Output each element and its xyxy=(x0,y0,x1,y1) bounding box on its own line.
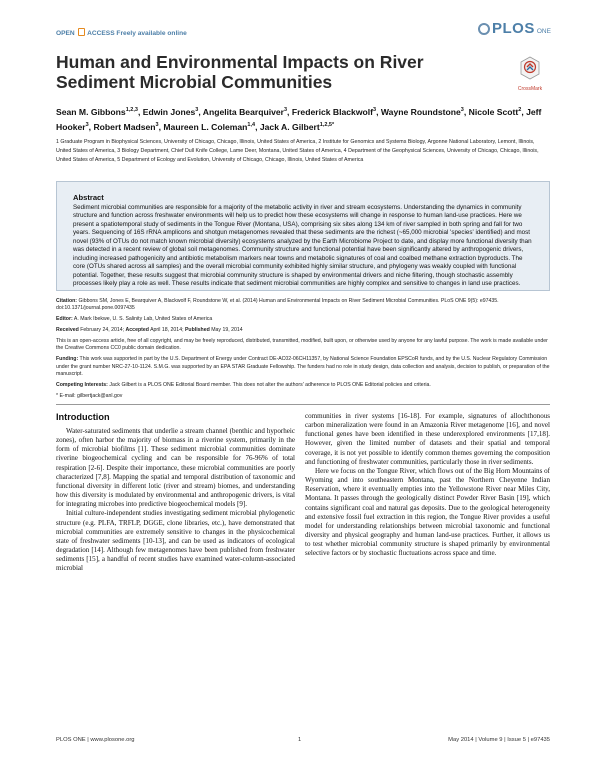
author-name: Angelita Bearquiver xyxy=(202,106,284,117)
editor-text: A. Mark Ibekwe, U. S. Salinity Lab, United States of America xyxy=(73,316,213,323)
open-access-text: ACCESS Freely available online xyxy=(87,30,187,37)
footer-issue: May 2014 | Volume 9 | Issue 5 | e97435 xyxy=(448,737,550,743)
footer-journal: PLOS ONE | www.plosone.org xyxy=(56,737,135,743)
email-row xyxy=(56,393,550,400)
author-affiliation-marker: 1,2,3 xyxy=(125,107,138,113)
author-affiliation-marker: 3 xyxy=(195,107,199,113)
journal-logo xyxy=(478,20,551,38)
journal-suffix: ONE xyxy=(536,28,551,35)
paragraph: Here we focus on the Tongue River, which flows out of the Big Horn Mountains of Wyoming and into southeastern Montana, past the Northern Cheyenne Indian Reservation, where it eventually empties into the Yellowstone River near Miles City, Montana. It passes through the geologically distinct Powder River Basin [19], which contains significant coal and natural gas deposits. Due to the geological heterogeneity and extensive fossil fuel extraction in this region, the Tongue River provides a useful model for understanding relationships between microbial taxonomic and functional diversity and physical geography and human land-use practices. Further, it allows us to test whether microbial community structure is shaped primarily by environmental selective factors or by stochastic fluctuations across space and time. xyxy=(305,466,550,558)
journal-name: PLOS xyxy=(492,20,535,37)
affiliations: 1 Graduate Program in Biophysical Sciences, University of Chicago, Chicago, Illinois, United States of America, 2 Institute for Genomics and Systems Biology, Argonne National Laboratory, Lemont, Illinois, United States of America, 3 Biology Department, Chief Dull Knife College, Lame Deer, Montana, United States of America, 4 Department of the Geophysical Sciences, University of Chicago, Chicago, Illinois, United States of America, 5 Department of Ecology and Evolution, University of Chicago, Chicago, Illinois, United States of America xyxy=(56,139,539,163)
funding-text: This work was supported in part by the U.S. Department of Energy under Contract DE-AC02-06CH11357, by National Science Foundation EPSCoR funds, and by the U.S. Nuclear Regulatory Commission under the grant number NRC-27-10-1124. S.M.G. was supported by an EPA STAR Graduate Fellowship. The funders had no role in study design, data collection and analysis, decision to publish, or preparation of the manuscript. xyxy=(56,356,550,377)
paragraph: Water-saturated sediments that underlie a stream channel (benthic and hyporheic zones), often harbor the majority of biomass in a riverine system, primarily in the form of microbial biofilms [1]. These sediment microbial communities dominate riverine biogeochemical cycling and can be responsible for 76-96% of total respiration [2-6]. Despite their importance, these microbial communities are poorly characterized [7,8]. Mapping the spatial and temporal distribution of taxonomic and functional diversity in different lotic (river and stream) biomes, and understanding how this diversity is modulated by environmental and anthropogenic drivers, is vital for integrating microbes into predictive biogeochemical models [9]. xyxy=(56,427,295,509)
author-name: Nicole Scott xyxy=(468,106,519,117)
abstract-text: Sediment microbial communities are responsible for a majority of the metabolic activity in river and stream ecosystems. Understanding the dynamics in community structure and function across freshwater environments will help us to predict how these ecosystems will change in response to human land-use practices. Here we present a spatiotemporal study of sediments in the Tongue River (Montana, USA), comprising six sites along 134 km of river sampled in both spring and fall for two years. Sequencing of 16S rRNA amplicons and shotgun metagenomes revealed that these sediments are the richest (~65,000 microbial 'species' identified) and most novel (93% of OTUs do not match known microbial diversity) ecosystems analyzed by the Earth Microbiome Project to date, and display more functional diversity than was detected in a recent review of global soil metagenomes. Community structure and functional potential have been significantly altered by anthropogenic drivers, including increased pathogenicity and antibiotic metabolism markers near towns and metabolic signatures of coal and coalbed methane extraction byproducts. The core (OTUs shared across all samples) and the overall microbial community exhibited highly similar structure, and phylogeny was weakly coupled with functional potential. Together, these results suggest that microbial community structure is shaped by environmental drivers and niche filtering, though stochastic assembly processes likely play a role as well. These results indicate that sediment microbial communities are highly complex and sensitive to changes in land use practices. xyxy=(73,204,532,288)
citation-row: Citation: Gibbons SM, Jones E, Bearquiver A, Blackwolf F, Roundstone W, et al. (2014) Human and Environmental Impacts on River Sediment Microbial Communities. PLoS ONE 9(5): e97435. doi:10.1371/journal.pone.0097435 xyxy=(56,298,499,312)
dates-row: Received February 24, 2014; Accepted April 18, 2014; Published May 19, 2014 xyxy=(56,327,243,334)
open-lock-icon xyxy=(78,28,85,36)
editor-row: Editor: A. Mark Ibekwe, U. S. Salinity Lab, United States of America xyxy=(56,316,213,323)
article-metadata xyxy=(56,298,550,409)
abstract-heading: Abstract xyxy=(73,193,104,202)
page-number: 1 xyxy=(298,737,302,743)
author-name: Jeff Hooker xyxy=(56,106,542,132)
body-column-right xyxy=(305,412,550,559)
author-affiliation-marker: 3 xyxy=(373,107,377,113)
funding-row: Funding: This work was supported in part by the U.S. Department of Energy under Contract DE-AC02-06CH11357, by National Science Foundation EPSCoR funds, and by the U.S. Nuclear Regulatory Commission under the grant number NRC-27-10-1124. S.M.G. was supported by an EPA STAR Graduate Fellowship. The funders had no role in study design, data collection and analysis, decision to publish, or preparation of the manuscript. xyxy=(56,356,550,377)
author-name: Edwin Jones xyxy=(142,106,196,117)
email-link[interactable]: * E-mail: gilbertjack@anl.gov xyxy=(56,392,123,399)
author-list: Sean M. Gibbons$^{1,2,3}$, Edwin Jones$^3$, Angelita Bearquiver$^3$, Frederick Blackwolf$^3$, Wayne Roundstone$^3$, Nicole Scott$^2$, Jeff Hooker$^3$, Robert Madsen$^3$, Maureen L. Coleman$^{1,4}$, Jack A. Gilbert$^{1,2,5*}$ xyxy=(56,106,542,132)
competing-interests-text: Jack Gilbert is a PLOS ONE Editorial Board member. This does not alter the authors' adherence to PLOS ONE Editorial policies and criteria. xyxy=(109,381,431,388)
crossmark-icon xyxy=(520,56,540,80)
author-affiliation-marker: 3 xyxy=(283,107,288,113)
license-text: This is an open-access article, free of all copyright, and may be freely reproduced, distributed, transmitted, modified, built upon, or otherwise used by anyone for any lawful purpose. The work is made available under the Creative Commons CC0 public domain dedication. xyxy=(56,338,548,352)
author-affiliation-marker: 2 xyxy=(518,107,522,113)
author-affiliation-marker: 1,2,5* xyxy=(319,121,335,128)
introduction-heading: Introduction xyxy=(56,412,110,422)
journal-header xyxy=(0,0,600,44)
author-affiliation-marker: 3 xyxy=(155,121,159,128)
body-column-left xyxy=(56,427,295,574)
metadata-divider xyxy=(56,404,550,405)
citation-text: Gibbons SM, Jones E, Bearquiver A, Blackwolf F, Roundstone W, et al. (2014) Human and Environmental Impacts on River Sediment Microbial Communities. PLoS ONE 9(5): e97435. doi:10.1371/journal.pone.0097435 xyxy=(56,298,499,312)
abstract-box xyxy=(56,181,550,291)
author-name: Sean M. Gibbons xyxy=(56,106,126,117)
author-affiliation-marker: 3 xyxy=(460,107,464,113)
author-name: Robert Madsen xyxy=(93,121,156,132)
author-affiliation-marker: 1,4 xyxy=(247,121,256,128)
article-title: Human and Environmental Impacts on River Sediment Microbial Communities xyxy=(56,52,424,92)
author-name: Wayne Roundstone xyxy=(380,106,461,117)
open-access-word: OPEN xyxy=(56,30,75,37)
author-name: Jack A. Gilbert xyxy=(259,121,320,132)
author-name: Frederick Blackwolf xyxy=(291,106,374,117)
paragraph: communities in river systems [16-18]. For example, signatures of allochthonous carbon mineralization were found in an Amazonia River metagenome [16], and novel functional genes have been identified in these underexplored environments [17,18]. However, given the limited number of datasets and their spatial and temporal coverage, it is not yet possible to identify common themes governing the composition and functioning of freshwater communities, particularly those in river sediments. xyxy=(305,412,550,466)
crossmark-label: CrossMark xyxy=(517,86,543,92)
paragraph: Initial culture-independent studies investigating sediment microbial phylogenetic structure (e.g. PLFA, TRFLP, DGGE, clone libraries, etc.), have demonstrated that microbial communities are extremely sensitive to changes in the physicochemical state of freshwater sediments [10-13], and can be used as indicators of ecological degradation [14]. Although few metagenomes have been published from freshwater sediments [15], a handful of recent studies have examined water-column-associated microbial xyxy=(56,509,295,573)
crossmark-badge[interactable] xyxy=(510,56,550,92)
author-affiliation-marker: 3 xyxy=(85,121,89,128)
competing-interests-row: Competing Interests: Jack Gilbert is a PLOS ONE Editorial Board member. This does not alter the authors' adherence to PLOS ONE Editorial policies and criteria. xyxy=(56,381,431,388)
author-name: Maureen L. Coleman xyxy=(163,121,248,132)
open-access-banner xyxy=(56,28,187,37)
plos-logo-icon xyxy=(478,23,490,35)
